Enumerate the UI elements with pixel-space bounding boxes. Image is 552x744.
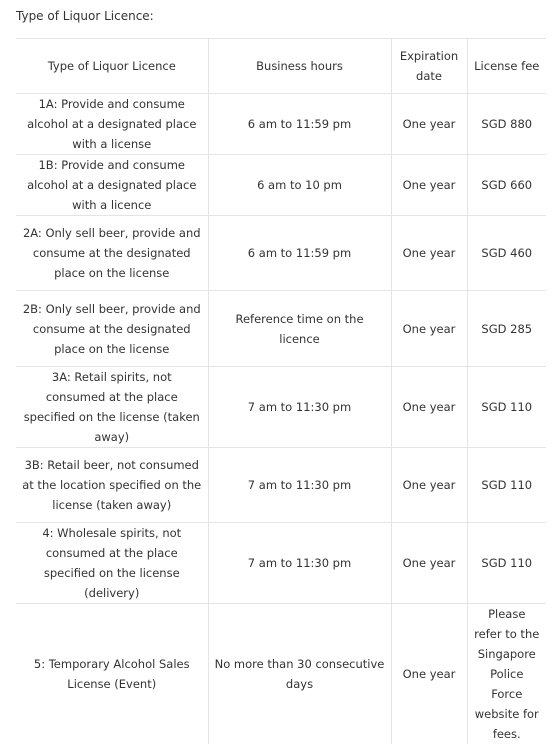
expiration-cell: One year — [391, 604, 467, 744]
fee-cell: SGD 110 — [467, 523, 546, 604]
expiration-cell: One year — [391, 367, 467, 448]
expiration-cell: One year — [391, 523, 467, 604]
business-hours-cell: 7 am to 11:30 pm — [208, 448, 391, 523]
licence-type-cell: 2B: Only sell beer, provide and consume at the designated place on the license — [16, 291, 208, 367]
table-row — [16, 94, 546, 155]
fee-cell: SGD 460 — [467, 216, 546, 291]
licence-type-cell: 3A: Retail spirits, not consumed at the place specified on the license (taken away) — [16, 367, 208, 448]
header-expiration-date: Expiration date — [391, 39, 467, 94]
expiration-cell: One year — [391, 448, 467, 523]
header-licence-type: Type of Liquor Licence — [16, 39, 208, 94]
header-business-hours: Business hours — [208, 39, 391, 94]
table-row — [16, 367, 546, 448]
licence-type-cell: 4: Wholesale spirits, not consumed at the place specified on the license (delivery) — [16, 523, 208, 604]
table-row — [16, 155, 546, 216]
fee-cell: SGD 880 — [467, 94, 546, 155]
expiration-cell: One year — [391, 216, 467, 291]
business-hours-cell: 6 am to 10 pm — [208, 155, 391, 216]
licence-type-cell: 1B: Provide and consume alcohol at a designated place with a licence — [16, 155, 208, 216]
page-title: Type of Liquor Licence: — [16, 9, 154, 23]
licence-type-cell: 5: Temporary Alcohol Sales License (Event) — [16, 604, 208, 744]
licence-type-cell: 3B: Retail beer, not consumed at the location specified on the license (taken away) — [16, 448, 208, 523]
table-header-row — [16, 39, 546, 94]
table-row — [16, 216, 546, 291]
licence-type-cell: 1A: Provide and consume alcohol at a designated place with a license — [16, 94, 208, 155]
expiration-cell: One year — [391, 94, 467, 155]
business-hours-cell: 7 am to 11:30 pm — [208, 523, 391, 604]
fee-cell: SGD 660 — [467, 155, 546, 216]
fee-cell: SGD 110 — [467, 448, 546, 523]
business-hours-cell: Reference time on the licence — [208, 291, 391, 367]
licence-type-cell: 2A: Only sell beer, provide and consume at the designated place on the license — [16, 216, 208, 291]
table-row — [16, 523, 546, 604]
table-row — [16, 448, 546, 523]
fee-cell: SGD 110 — [467, 367, 546, 448]
header-license-fee: License fee — [467, 39, 546, 94]
business-hours-cell: No more than 30 consecutive days — [208, 604, 391, 744]
fee-cell: SGD 285 — [467, 291, 546, 367]
liquor-licence-table — [16, 38, 546, 744]
table-row — [16, 604, 546, 744]
table-row — [16, 291, 546, 367]
expiration-cell: One year — [391, 155, 467, 216]
business-hours-cell: 6 am to 11:59 pm — [208, 94, 391, 155]
expiration-cell: One year — [391, 291, 467, 367]
business-hours-cell: 7 am to 11:30 pm — [208, 367, 391, 448]
business-hours-cell: 6 am to 11:59 pm — [208, 216, 391, 291]
fee-cell: Please refer to the Singapore Police Force website for fees. — [467, 604, 546, 744]
